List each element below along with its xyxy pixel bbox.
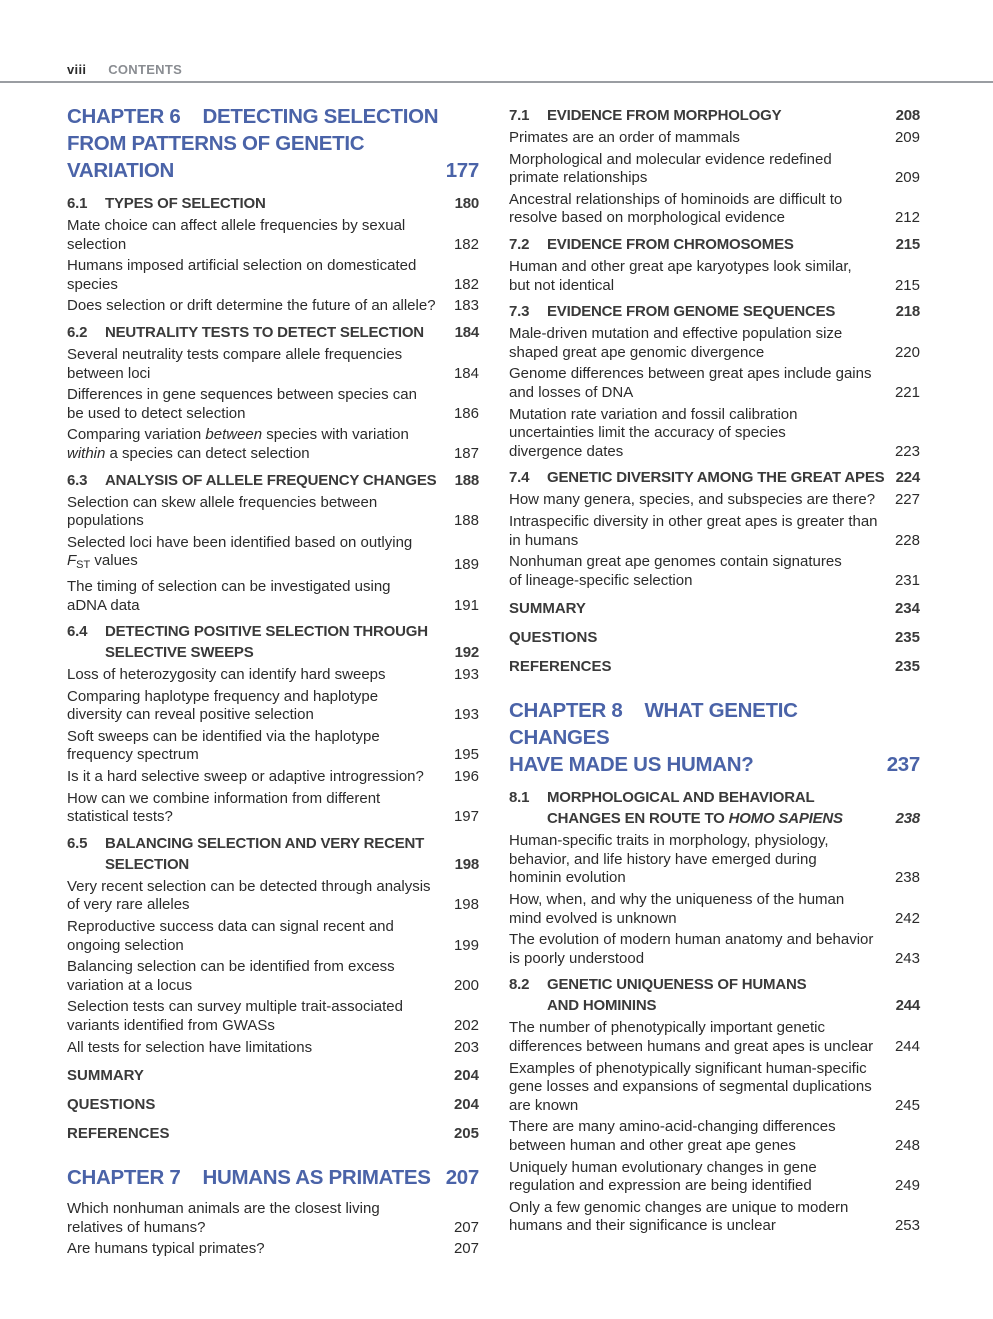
toc-entry[interactable] xyxy=(67,688,479,725)
entry-text: Genome differences between great apes include gains and losses of DNA xyxy=(509,365,872,401)
toc-entry[interactable] xyxy=(509,832,920,888)
section-title: BALANCING SELECTION AND VERY RECENT SELECTION xyxy=(105,834,425,873)
toc-entry[interactable] xyxy=(509,1060,920,1116)
section-6-3[interactable] xyxy=(67,470,479,491)
section-title: EVIDENCE FROM MORPHOLOGY xyxy=(547,107,782,124)
end-label: REFERENCES xyxy=(67,1125,170,1143)
entry-page: 183 xyxy=(453,297,479,315)
entry-text: Soft sweeps can be identified via the haplotype frequency spectrum xyxy=(67,727,380,764)
entry-text: Morphological and molecular evidence redefined primate relationships xyxy=(509,150,832,187)
entry-text: Examples of phenotypically significant human-specific gene losses and expansions of segmental duplications are known xyxy=(509,1059,872,1114)
toc-entry[interactable] xyxy=(509,1118,920,1155)
entry-page: 196 xyxy=(453,768,479,786)
toc-entry[interactable] xyxy=(509,406,920,462)
entry-text: Only a few genomic changes are unique to modern humans and their significance is unclear xyxy=(509,1198,849,1235)
entry-page: 203 xyxy=(453,1038,479,1056)
entry-text-part: species with variation xyxy=(262,426,409,444)
toc-entry[interactable] xyxy=(67,494,479,531)
section-7-4[interactable] xyxy=(509,467,920,488)
entry-text xyxy=(67,426,409,463)
section-number: 8.1 xyxy=(509,789,530,807)
entry-text-part: Selected loci have been identified based on outlying xyxy=(67,533,413,551)
page-number: viii xyxy=(67,62,87,77)
entry-text: Ancestral relationships of hominoids are difficult to resolve based on morphological evidence xyxy=(509,190,843,227)
end-page: 235 xyxy=(894,658,920,676)
entry-page: 231 xyxy=(894,571,920,589)
entry-text: Loss of heterozygosity can identify hard sweeps xyxy=(67,666,386,684)
section-number: 6.1 xyxy=(67,195,88,212)
toc-entry[interactable] xyxy=(509,1019,920,1056)
section-title: EVIDENCE FROM CHROMOSOMES xyxy=(547,235,794,253)
section-page: 184 xyxy=(454,323,479,341)
section-title xyxy=(547,787,843,829)
entry-page: 202 xyxy=(453,1017,479,1034)
toc-entry[interactable] xyxy=(67,426,479,463)
section-page: 208 xyxy=(895,107,920,124)
toc-entry[interactable] xyxy=(67,768,479,787)
chapter-title: HUMANS AS PRIMATES xyxy=(202,1166,431,1190)
toc-entry[interactable] xyxy=(67,1240,479,1259)
entry-page: 238 xyxy=(894,869,920,887)
section-page: 218 xyxy=(895,303,920,321)
entry-text: Selection can skew allele frequencies between populations xyxy=(67,493,378,530)
entry-text: Balancing selection can be identified from excess variation at a locus xyxy=(67,958,395,994)
end-label: REFERENCES xyxy=(509,658,612,676)
toc-right-column xyxy=(509,103,920,1239)
section-title: NEUTRALITY TESTS TO DETECT SELECTION xyxy=(105,323,424,341)
end-page: 204 xyxy=(453,1067,479,1085)
entry-page: 223 xyxy=(894,442,920,460)
entry-text: Is it a hard selective sweep or adaptive introgression? xyxy=(67,768,424,786)
chapter-label: CHAPTER 7 xyxy=(67,1166,181,1190)
entry-page: 187 xyxy=(453,444,479,462)
section-number: 6.3 xyxy=(67,471,88,489)
entry-italic: F xyxy=(67,552,77,570)
section-6-2[interactable] xyxy=(67,322,479,343)
toc-left-column xyxy=(67,103,479,1262)
section-page: 244 xyxy=(895,997,920,1015)
end-page: 205 xyxy=(453,1125,479,1143)
toc-entry[interactable] xyxy=(67,666,479,685)
entry-text: Comparing haplotype frequency and haplotype diversity can reveal positive selection xyxy=(67,687,379,724)
entry-text: Several neutrality tests compare allele frequencies between loci xyxy=(67,345,403,382)
toc-entry[interactable] xyxy=(67,297,479,316)
entry-page: 195 xyxy=(453,746,479,764)
entry-text: All tests for selection have limitations xyxy=(67,1038,313,1056)
toc-entry[interactable] xyxy=(67,958,479,995)
toc-entry[interactable] xyxy=(67,1039,479,1058)
chapter-title: DETECTING SELECTION xyxy=(202,105,439,128)
section-title-part: CHANGES EN ROUTE TO xyxy=(547,810,729,828)
section-7-2[interactable] xyxy=(509,234,920,255)
entry-page: 184 xyxy=(453,364,479,382)
entry-text: Very recent selection can be detected through analysis of very rare alleles xyxy=(67,877,431,914)
toc-entry[interactable] xyxy=(67,257,479,294)
entry-text: Reproductive success data can signal recent and ongoing selection xyxy=(67,918,394,954)
entry-text: Intraspecific diversity in other great apes is greater than in humans xyxy=(509,512,878,549)
section-title: ANALYSIS OF ALLELE FREQUENCY CHANGES xyxy=(105,471,437,489)
entry-text: Does selection or drift determine the future of an allele? xyxy=(67,297,436,315)
entry-text: Mutation rate variation and fossil calibration uncertainties limit the accuracy of species divergence dates xyxy=(509,405,798,460)
entry-text: Uniquely human evolutionary changes in gene regulation and expression are being identified xyxy=(509,1158,817,1195)
section-page: 238 xyxy=(895,810,920,828)
entry-page: 209 xyxy=(894,129,920,146)
entry-italic: between xyxy=(205,426,263,444)
end-label: SUMMARY xyxy=(509,600,586,618)
entry-page: 188 xyxy=(453,512,479,530)
section-page: 198 xyxy=(454,855,479,873)
entry-text: Are humans typical primates? xyxy=(67,1240,265,1258)
toc-entry[interactable] xyxy=(509,1199,920,1236)
entry-page: 220 xyxy=(894,343,920,361)
entry-text: Primates are an order of mammals xyxy=(509,129,740,146)
section-6-5[interactable] xyxy=(67,833,479,875)
entry-page: 186 xyxy=(453,404,479,422)
entry-page: 221 xyxy=(894,383,920,401)
section-number: 7.4 xyxy=(509,469,530,487)
section-title: TYPES OF SELECTION xyxy=(105,195,266,212)
entry-page: 253 xyxy=(894,1217,920,1235)
end-page: 235 xyxy=(894,629,920,647)
toc-entry[interactable] xyxy=(509,491,920,510)
entry-page: 182 xyxy=(453,235,479,253)
entry-text: The number of phenotypically important genetic differences between humans and great apes is unclear xyxy=(509,1019,874,1056)
toc-entry[interactable] xyxy=(67,534,479,575)
entry-text: How can we combine information from different statistical tests? xyxy=(67,789,381,826)
toc-entry[interactable] xyxy=(67,1200,479,1237)
toc-entry[interactable] xyxy=(67,918,479,955)
end-page: 234 xyxy=(894,600,920,618)
chapter-7-title-block xyxy=(67,1164,431,1191)
questions-link[interactable] xyxy=(509,627,920,648)
section-number: 7.1 xyxy=(509,107,530,124)
toc-entry[interactable] xyxy=(67,217,479,254)
entry-text: The timing of selection can be investigated using aDNA data xyxy=(67,577,391,614)
section-number: 6.5 xyxy=(67,834,88,852)
entry-page: 248 xyxy=(894,1137,920,1154)
toc-entry[interactable] xyxy=(67,998,479,1035)
section-8-1[interactable] xyxy=(509,787,920,829)
chapter-7-heading[interactable] xyxy=(67,1164,479,1191)
toc-entry[interactable] xyxy=(509,325,920,362)
entry-text-part: values xyxy=(90,552,138,570)
entry-page: 249 xyxy=(894,1177,920,1195)
end-label: QUESTIONS xyxy=(509,629,598,647)
section-title: GENETIC UNIQUENESS OF HUMANS AND HOMININS xyxy=(547,976,807,1015)
entry-page: 199 xyxy=(453,936,479,954)
entry-text-part: a species can detect selection xyxy=(105,444,310,462)
toc-entry[interactable] xyxy=(509,365,920,402)
entry-text: Mate choice can affect allele frequencies by sexual selection xyxy=(67,217,406,253)
entry-page: 245 xyxy=(894,1096,920,1114)
toc-entry[interactable] xyxy=(67,346,479,383)
chapter-page: 177 xyxy=(445,159,479,182)
entry-page: 197 xyxy=(453,808,479,826)
section-page: 192 xyxy=(454,644,479,662)
section-page: 215 xyxy=(895,235,920,253)
toc-entry[interactable] xyxy=(509,1159,920,1196)
section-6-1[interactable] xyxy=(67,193,479,214)
entry-page: 193 xyxy=(453,666,479,684)
toc-entry[interactable] xyxy=(509,513,920,550)
entry-text: How, when, and why the uniqueness of the human mind evolved is unknown xyxy=(509,891,845,927)
questions-link[interactable] xyxy=(67,1094,479,1115)
section-title: EVIDENCE FROM GENOME SEQUENCES xyxy=(547,303,836,321)
references-link[interactable] xyxy=(67,1123,479,1144)
section-number: 6.2 xyxy=(67,323,88,341)
chapter-title-line2: FROM PATTERNS OF GENETIC VARIATION xyxy=(67,132,365,182)
section-8-2[interactable] xyxy=(509,974,920,1016)
section-7-3[interactable] xyxy=(509,301,920,322)
toc-entry[interactable] xyxy=(509,931,920,968)
chapter-8-heading[interactable] xyxy=(509,697,920,778)
references-link[interactable] xyxy=(509,656,920,677)
chapter-page: 237 xyxy=(886,753,920,777)
entry-text: Male-driven mutation and effective population size shaped great ape genomic divergence xyxy=(509,325,843,361)
section-title: GENETIC DIVERSITY AMONG THE GREAT APES xyxy=(547,469,885,487)
entry-page: 209 xyxy=(894,169,920,187)
running-title: CONTENTS xyxy=(108,62,183,77)
section-title-part: MORPHOLOGICAL AND BEHAVIORAL xyxy=(547,789,815,807)
entry-text xyxy=(67,534,412,575)
chapter-label: CHAPTER 8 xyxy=(509,699,623,723)
summary-link[interactable] xyxy=(67,1065,479,1086)
section-number: 7.3 xyxy=(509,303,530,321)
entry-page: 200 xyxy=(453,976,479,994)
entry-page: 207 xyxy=(453,1218,479,1236)
running-header xyxy=(67,62,182,77)
section-number: 7.2 xyxy=(509,235,530,253)
chapter-title-line2: HAVE MADE US HUMAN? xyxy=(509,753,754,777)
entry-subscript: ST xyxy=(76,559,91,572)
chapter-page: 207 xyxy=(445,1166,479,1190)
toc-entry[interactable] xyxy=(67,578,479,615)
entry-page: 228 xyxy=(894,531,920,549)
entry-text: Differences in gene sequences between species can be used to detect selection xyxy=(67,386,417,422)
chapter-6-title-block xyxy=(67,103,446,184)
entry-text: There are many amino-acid-changing differences between human and other great ape genes xyxy=(509,1118,836,1154)
entry-text: Human and other great ape karyotypes look similar, but not identical xyxy=(509,257,852,294)
toc-entry[interactable] xyxy=(67,878,479,915)
end-page: 204 xyxy=(453,1096,479,1114)
entry-text-part: Comparing variation xyxy=(67,426,206,444)
toc-entry[interactable] xyxy=(509,129,920,148)
entry-page: 243 xyxy=(894,949,920,967)
entry-page: 189 xyxy=(453,556,479,574)
toc-entry[interactable] xyxy=(509,151,920,188)
chapter-6-heading[interactable] xyxy=(67,103,479,184)
entry-page: 227 xyxy=(894,491,920,509)
toc-entry[interactable] xyxy=(509,553,920,590)
section-page: 224 xyxy=(895,469,920,487)
end-label: SUMMARY xyxy=(67,1067,144,1085)
section-number: 8.2 xyxy=(509,976,530,994)
toc-entry[interactable] xyxy=(67,790,479,827)
summary-link[interactable] xyxy=(509,598,920,619)
entry-text: Nonhuman great ape genomes contain signatures of lineage-specific selection xyxy=(509,553,842,589)
entry-text: Human-specific traits in morphology, physiology, behavior, and life history have emerged during hominin evolution xyxy=(509,832,829,887)
chapter-title: WHAT GENETIC CHANGES xyxy=(509,699,798,750)
entry-text: How many genera, species, and subspecies are there? xyxy=(509,491,876,509)
entry-text: Which nonhuman animals are the closest living relatives of humans? xyxy=(67,1200,380,1236)
entry-text: Humans imposed artificial selection on domesticated species xyxy=(67,257,417,293)
entry-page: 212 xyxy=(894,209,920,227)
entry-page: 198 xyxy=(453,896,479,914)
end-label: QUESTIONS xyxy=(67,1096,156,1114)
header-rule xyxy=(0,81,993,83)
entry-page: 215 xyxy=(894,276,920,294)
entry-page: 244 xyxy=(894,1038,920,1056)
entry-text: Selection tests can survey multiple trait-associated variants identified from GWASs xyxy=(67,998,403,1034)
section-6-4[interactable] xyxy=(67,621,479,663)
entry-page: 182 xyxy=(453,275,479,293)
section-page: 180 xyxy=(454,195,479,212)
entry-page: 191 xyxy=(453,596,479,614)
toc-entry[interactable] xyxy=(509,191,920,228)
entry-page: 207 xyxy=(453,1240,479,1258)
entry-italic: within xyxy=(67,444,106,462)
toc-entry[interactable] xyxy=(509,891,920,928)
section-7-1[interactable] xyxy=(509,105,920,126)
section-title: DETECTING POSITIVE SELECTION THROUGH SELECTIVE SWEEPS xyxy=(105,623,428,662)
toc-entry[interactable] xyxy=(67,728,479,765)
section-page: 188 xyxy=(454,471,479,489)
chapter-label: CHAPTER 6 xyxy=(67,105,181,128)
section-number: 6.4 xyxy=(67,623,88,641)
entry-page: 242 xyxy=(894,909,920,927)
entry-page: 193 xyxy=(453,706,479,724)
entry-text: The evolution of modern human anatomy and behavior is poorly understood xyxy=(509,931,874,967)
toc-entry[interactable] xyxy=(67,386,479,423)
chapter-8-title-block xyxy=(509,697,887,778)
toc-entry[interactable] xyxy=(509,258,920,295)
section-title-italic: HOMO SAPIENS xyxy=(728,810,843,828)
